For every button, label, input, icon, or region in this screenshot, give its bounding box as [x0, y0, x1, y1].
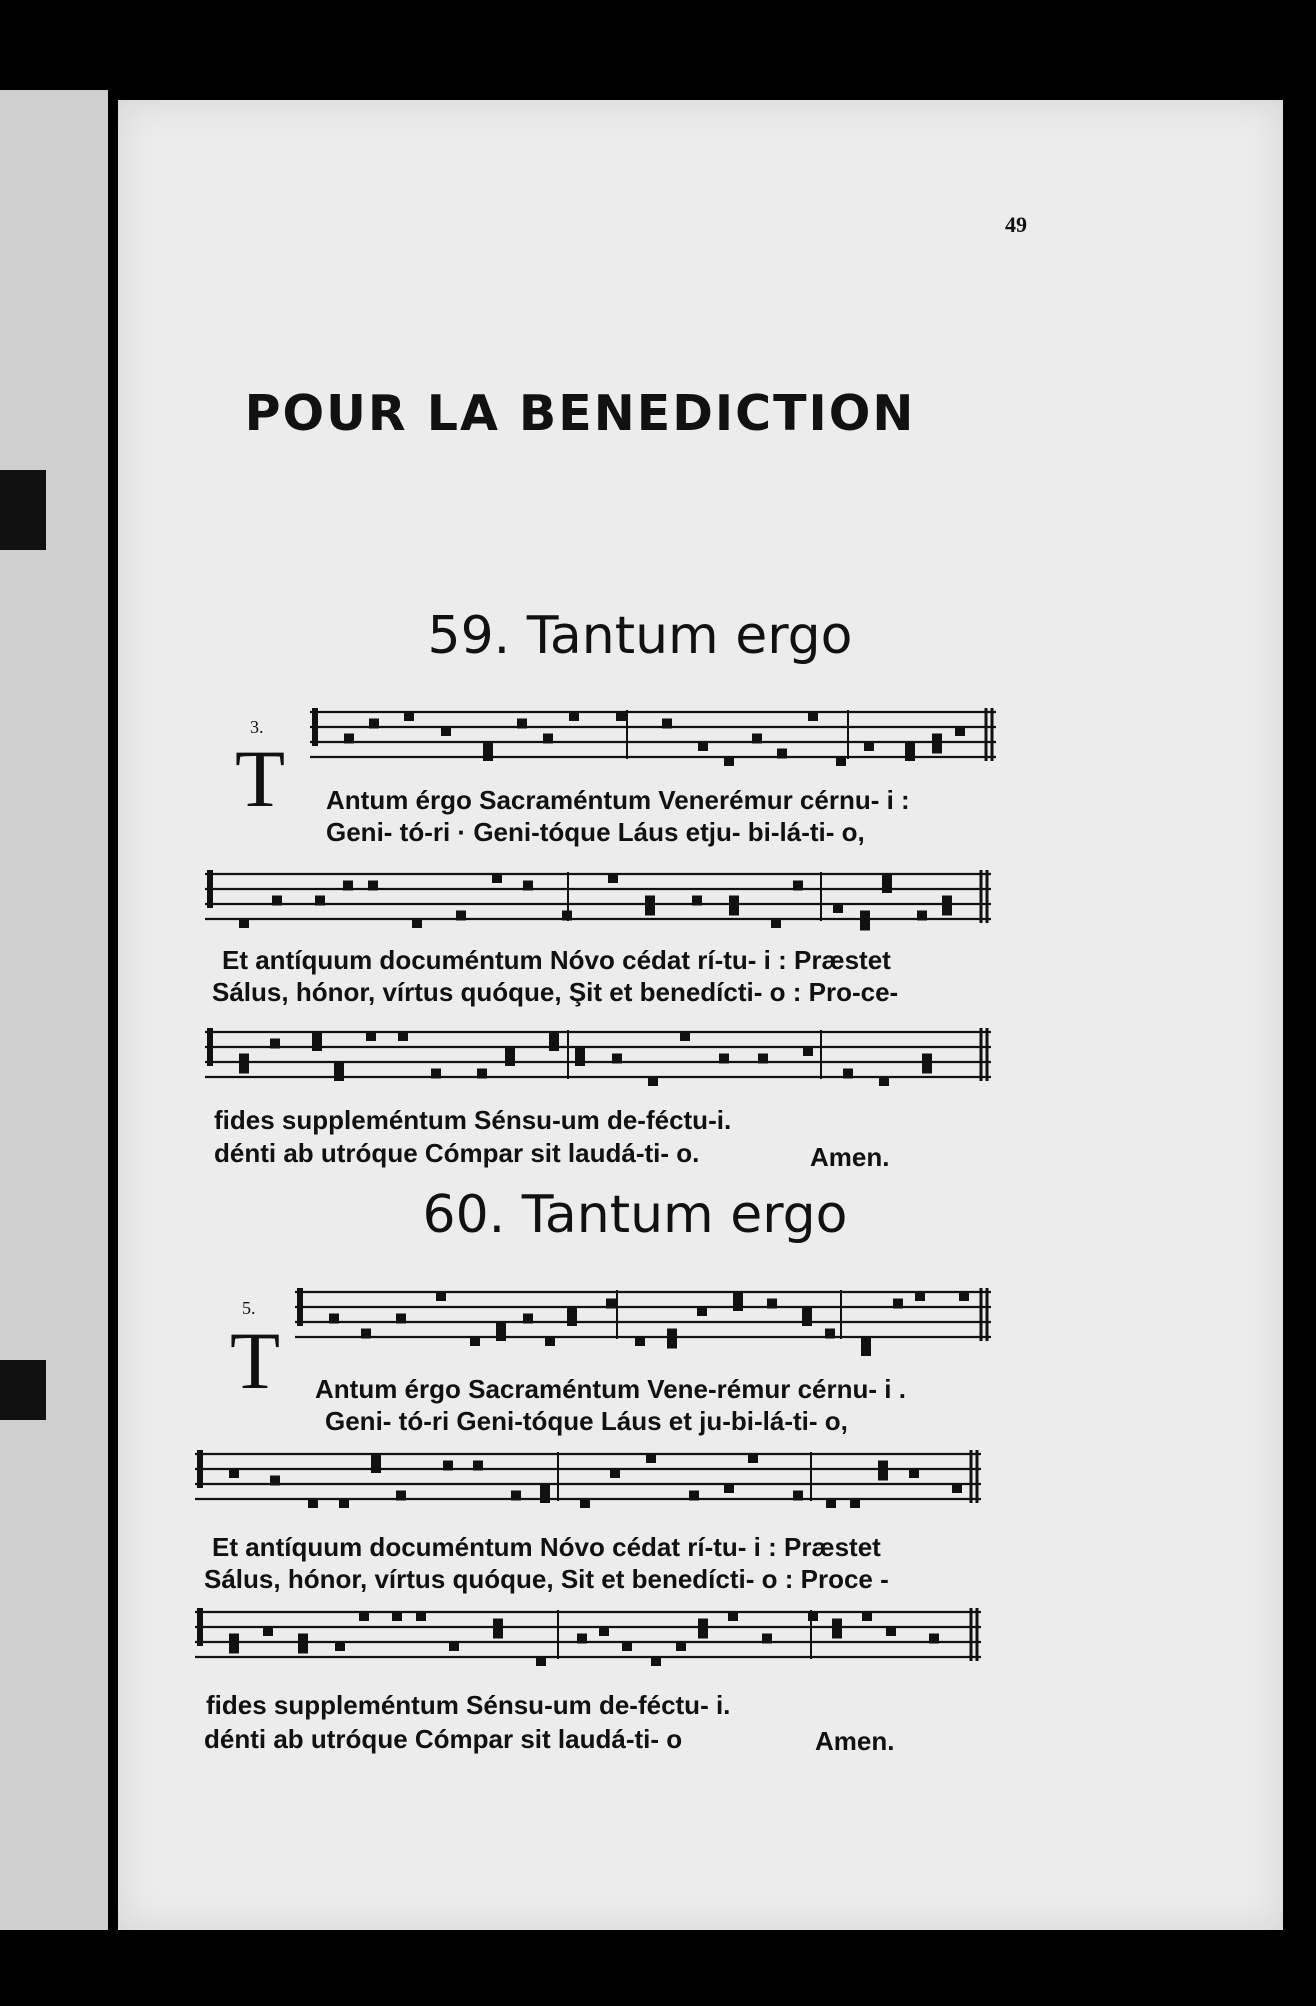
- lyric-verse-2: Sálus, hónor, vírtus quóque, Şit et benedícti- o : Pro-ce-: [212, 977, 899, 1007]
- neume-note: [905, 741, 915, 751]
- neume-note: [729, 906, 739, 916]
- neume-note: [366, 1031, 376, 1041]
- neume-note: [369, 719, 379, 729]
- neume-note: [922, 1064, 932, 1074]
- neume-note: [404, 711, 414, 721]
- neume-note: [698, 1619, 708, 1629]
- neume-note: [932, 734, 942, 744]
- neume-note: [922, 1054, 932, 1064]
- neume-note: [540, 1483, 550, 1493]
- neume-note: [622, 1641, 632, 1651]
- neume-note: [651, 1656, 661, 1666]
- clef-mark: [207, 870, 213, 908]
- neume-note: [860, 911, 870, 921]
- lyric-verse-2: dénti ab utróque Cómpar sit laudá-ti- o: [204, 1724, 683, 1754]
- neume-note: [802, 1316, 812, 1326]
- neume-note: [886, 1626, 896, 1636]
- neume-note: [767, 1299, 777, 1309]
- neume-note: [917, 911, 927, 921]
- neume-note: [803, 1046, 813, 1056]
- lyric-verse-2: dénti ab utróque Cómpar sit laudá-ti- o.: [214, 1138, 700, 1168]
- neume-note: [543, 734, 553, 744]
- neume-note: [692, 896, 702, 906]
- neume-note: [575, 1046, 585, 1056]
- neume-note: [569, 711, 579, 721]
- neume-note: [477, 1069, 487, 1079]
- lyric-verse-1: Antum érgo Sacraméntum Venerémur cérnu- i :: [326, 785, 910, 815]
- neume-note: [882, 883, 892, 893]
- neume-note: [836, 756, 846, 766]
- neume-note: [470, 1336, 480, 1346]
- neume-note: [861, 1336, 871, 1346]
- neume-note: [667, 1329, 677, 1339]
- chant-staff: [205, 1018, 995, 1100]
- neume-note: [724, 1483, 734, 1493]
- chant-staff: [205, 860, 995, 942]
- neume-note: [412, 918, 422, 928]
- neume-note: [676, 1641, 686, 1651]
- neume-note: [493, 1619, 503, 1629]
- neume-note: [862, 1611, 872, 1621]
- neume-note: [724, 756, 734, 766]
- neume-note: [959, 1291, 969, 1301]
- neume-note: [456, 911, 466, 921]
- neume-note: [567, 1306, 577, 1316]
- neume-note: [843, 1069, 853, 1079]
- neume-note: [719, 1054, 729, 1064]
- neume-note: [329, 1314, 339, 1324]
- neume-note: [361, 1329, 371, 1339]
- neume-note: [645, 896, 655, 906]
- neume-note: [864, 741, 874, 751]
- clef-mark: [197, 1608, 203, 1646]
- neume-note: [932, 744, 942, 754]
- neume-note: [942, 896, 952, 906]
- chant-staff: [310, 698, 1000, 780]
- clef-mark: [197, 1450, 203, 1488]
- section-heading: POUR LA BENEDICTION: [244, 385, 916, 442]
- neume-note: [832, 1619, 842, 1629]
- neume-note: [793, 881, 803, 891]
- neume-note: [728, 1611, 738, 1621]
- neume-note: [893, 1299, 903, 1309]
- neume-note: [335, 1641, 345, 1651]
- initial-letter: T: [230, 1315, 281, 1406]
- lyric-verse-1: Antum érgo Sacraméntum Vene-rémur cérnu- i .: [315, 1374, 906, 1404]
- neume-note: [748, 1453, 758, 1463]
- neume-note: [697, 1306, 707, 1316]
- neume-note: [396, 1314, 406, 1324]
- neume-note: [540, 1493, 550, 1503]
- neume-note: [599, 1626, 609, 1636]
- neume-note: [298, 1644, 308, 1654]
- neume-note: [239, 918, 249, 928]
- neume-note: [567, 1316, 577, 1326]
- neume-note: [808, 1611, 818, 1621]
- neume-note: [344, 734, 354, 744]
- neume-note: [698, 741, 708, 751]
- mode-number: 3.: [250, 717, 264, 737]
- neume-note: [229, 1634, 239, 1644]
- neume-note: [483, 741, 493, 751]
- neume-note: [905, 751, 915, 761]
- neume-note: [606, 1299, 616, 1309]
- amen-label: Amen.: [810, 1142, 890, 1172]
- neume-note: [523, 881, 533, 891]
- chant-staff: [195, 1440, 985, 1522]
- clef-mark: [297, 1288, 303, 1326]
- neume-note: [334, 1061, 344, 1071]
- neume-note: [312, 1031, 322, 1041]
- neume-note: [371, 1453, 381, 1463]
- lyric-verse-1: fides suppleméntum Sénsu-um de-féctu- i.: [206, 1690, 731, 1720]
- neume-note: [493, 1629, 503, 1639]
- neume-note: [610, 1468, 620, 1478]
- neume-note: [942, 906, 952, 916]
- neume-note: [698, 1629, 708, 1639]
- amen-label: Amen.: [815, 1726, 895, 1756]
- neume-note: [229, 1644, 239, 1654]
- neume-note: [752, 734, 762, 744]
- clef-mark: [207, 1028, 213, 1066]
- neume-note: [689, 1491, 699, 1501]
- neume-note: [270, 1039, 280, 1049]
- neume-note: [915, 1291, 925, 1301]
- facing-page-mark: [0, 1360, 46, 1420]
- lyric-verse-2: Geni- tó-ri · Geni-tóque Láus etju- bi-lá-ti- o,: [326, 817, 865, 847]
- neume-note: [334, 1071, 344, 1081]
- neume-note: [368, 881, 378, 891]
- neume-note: [511, 1491, 521, 1501]
- lyric-verse-2: Sálus, hónor, vírtus quóque, Sit et benedícti- o : Proce -: [204, 1564, 889, 1594]
- neume-note: [339, 1498, 349, 1508]
- lyric-verse-1: Et antíquum documéntum Nóvo cédat rí-tu- i : Præstet: [222, 945, 891, 975]
- mode-number: 5.: [242, 1298, 256, 1318]
- neume-note: [545, 1336, 555, 1346]
- neume-note: [315, 896, 325, 906]
- neume-note: [802, 1306, 812, 1316]
- neume-note: [549, 1031, 559, 1041]
- neume-note: [575, 1056, 585, 1066]
- neume-note: [441, 726, 451, 736]
- chant-staff: [195, 1598, 985, 1680]
- neume-note: [878, 1471, 888, 1481]
- page-number: 49: [1005, 212, 1027, 237]
- neume-note: [616, 711, 626, 721]
- hymn-title: 59. Tantum ergo: [427, 606, 853, 666]
- neume-note: [825, 1329, 835, 1339]
- neume-note: [667, 1339, 677, 1349]
- neume-note: [392, 1611, 402, 1621]
- chant-staff: [295, 1278, 995, 1360]
- neume-note: [580, 1498, 590, 1508]
- neume-note: [263, 1626, 273, 1636]
- neume-note: [517, 719, 527, 729]
- neume-note: [523, 1314, 533, 1324]
- neume-note: [308, 1498, 318, 1508]
- neume-note: [733, 1291, 743, 1301]
- neume-note: [826, 1498, 836, 1508]
- neume-note: [645, 906, 655, 916]
- neume-note: [777, 749, 787, 759]
- neume-note: [496, 1321, 506, 1331]
- neume-note: [680, 1031, 690, 1041]
- neume-note: [612, 1054, 622, 1064]
- neume-note: [312, 1041, 322, 1051]
- lyric-verse-1: fides suppleméntum Sénsu-um de-féctu-i.: [214, 1105, 732, 1135]
- neume-note: [909, 1468, 919, 1478]
- facing-page-mark: [0, 470, 46, 550]
- neume-note: [239, 1054, 249, 1064]
- clef-mark: [312, 708, 318, 746]
- neume-note: [359, 1611, 369, 1621]
- neume-note: [832, 1629, 842, 1639]
- neume-note: [436, 1291, 446, 1301]
- neume-note: [646, 1453, 656, 1463]
- lyric-verse-1: Et antíquum documéntum Nóvo cédat rí-tu- i : Præstet: [212, 1532, 881, 1562]
- neume-note: [398, 1031, 408, 1041]
- neume-note: [536, 1656, 546, 1666]
- neume-note: [878, 1461, 888, 1471]
- neume-note: [955, 726, 965, 736]
- neume-note: [662, 719, 672, 729]
- neume-note: [505, 1056, 515, 1066]
- neume-note: [879, 1076, 889, 1086]
- neume-note: [431, 1069, 441, 1079]
- neume-note: [729, 896, 739, 906]
- neume-note: [771, 918, 781, 928]
- neume-note: [635, 1336, 645, 1346]
- neume-note: [492, 873, 502, 883]
- neume-note: [929, 1634, 939, 1644]
- neume-note: [762, 1634, 772, 1644]
- neume-note: [793, 1491, 803, 1501]
- neume-note: [648, 1076, 658, 1086]
- neume-note: [270, 1476, 280, 1486]
- neume-note: [396, 1491, 406, 1501]
- neume-note: [808, 711, 818, 721]
- neume-note: [577, 1634, 587, 1644]
- lyric-verse-2: Geni- tó-ri Geni-tóque Láus et ju-bi-lá-ti- o,: [325, 1406, 848, 1436]
- neume-note: [505, 1046, 515, 1056]
- neume-note: [833, 903, 843, 913]
- neume-note: [850, 1498, 860, 1508]
- neume-note: [272, 896, 282, 906]
- neume-note: [449, 1641, 459, 1651]
- facing-page-edge: [0, 90, 108, 1930]
- neume-note: [343, 881, 353, 891]
- neume-note: [860, 921, 870, 931]
- initial-letter: T: [235, 733, 286, 824]
- neume-note: [496, 1331, 506, 1341]
- neume-note: [608, 873, 618, 883]
- neume-note: [416, 1611, 426, 1621]
- neume-note: [229, 1468, 239, 1478]
- neume-note: [733, 1301, 743, 1311]
- neume-note: [443, 1461, 453, 1471]
- neume-note: [549, 1041, 559, 1051]
- neume-note: [758, 1054, 768, 1064]
- neume-note: [239, 1064, 249, 1074]
- neume-note: [861, 1346, 871, 1356]
- neume-note: [952, 1483, 962, 1493]
- neume-note: [483, 751, 493, 761]
- neume-note: [882, 873, 892, 883]
- neume-note: [371, 1463, 381, 1473]
- neume-note: [298, 1634, 308, 1644]
- neume-note: [473, 1461, 483, 1471]
- hymn-title: 60. Tantum ergo: [422, 1185, 848, 1245]
